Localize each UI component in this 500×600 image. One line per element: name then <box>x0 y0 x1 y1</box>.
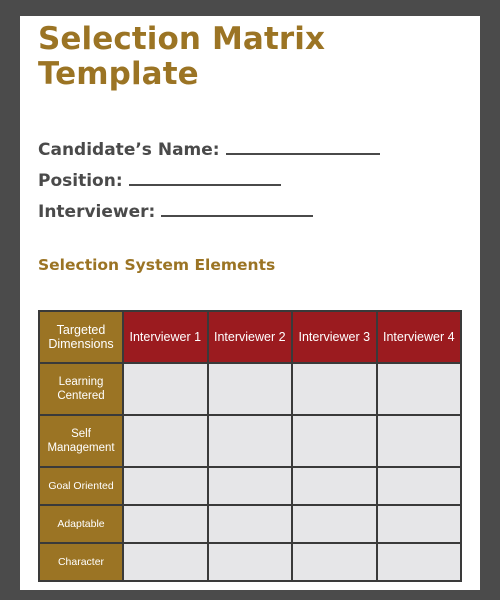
position-label: Position: <box>38 171 123 191</box>
matrix-cell[interactable] <box>208 415 293 467</box>
matrix-cell[interactable] <box>377 543 462 581</box>
matrix-cell[interactable] <box>377 363 462 415</box>
table-row <box>39 505 461 543</box>
matrix-cell[interactable] <box>208 467 293 505</box>
dimension-character: Character <box>39 543 123 581</box>
matrix-cell[interactable] <box>377 415 462 467</box>
candidate-name-label: Candidate’s Name: <box>38 140 220 160</box>
interviewer-blank[interactable] <box>161 200 313 217</box>
matrix-cell[interactable] <box>377 505 462 543</box>
dimension-adaptable: Adaptable <box>39 505 123 543</box>
matrix-cell[interactable] <box>292 363 377 415</box>
position-blank[interactable] <box>129 169 281 186</box>
matrix-cell[interactable] <box>208 505 293 543</box>
table-row <box>39 467 461 505</box>
matrix-cell[interactable] <box>208 543 293 581</box>
matrix-header-row <box>39 311 461 363</box>
interviewer-1-header: Interviewer 1 <box>123 311 208 363</box>
matrix-cell[interactable] <box>123 505 208 543</box>
section-heading: Selection System Elements <box>38 256 276 274</box>
interviewer-field <box>38 200 313 223</box>
matrix-cell[interactable] <box>292 543 377 581</box>
selection-matrix-table <box>38 310 462 582</box>
dimension-learning-centered: Learning Centered <box>39 363 123 415</box>
interviewer-label: Interviewer: <box>38 202 156 222</box>
matrix-cell[interactable] <box>208 363 293 415</box>
document-title: Selection Matrix Template <box>38 21 326 92</box>
dimension-self-management: Self Management <box>39 415 123 467</box>
document-page <box>20 16 480 590</box>
matrix-cell[interactable] <box>292 505 377 543</box>
matrix-cell[interactable] <box>123 467 208 505</box>
table-row <box>39 543 461 581</box>
matrix-cell[interactable] <box>123 363 208 415</box>
candidate-name-field <box>38 138 380 161</box>
candidate-name-blank[interactable] <box>226 138 380 155</box>
interviewer-2-header: Interviewer 2 <box>208 311 293 363</box>
matrix-cell[interactable] <box>123 415 208 467</box>
matrix-cell[interactable] <box>123 543 208 581</box>
dimension-goal-oriented: Goal Oriented <box>39 467 123 505</box>
matrix-cell[interactable] <box>292 467 377 505</box>
position-field <box>38 169 281 192</box>
targeted-dimensions-header: Targeted Dimensions <box>39 311 123 363</box>
table-row <box>39 363 461 415</box>
interviewer-4-header: Interviewer 4 <box>377 311 462 363</box>
interviewer-3-header: Interviewer 3 <box>292 311 377 363</box>
table-row <box>39 415 461 467</box>
matrix-cell[interactable] <box>377 467 462 505</box>
matrix-cell[interactable] <box>292 415 377 467</box>
